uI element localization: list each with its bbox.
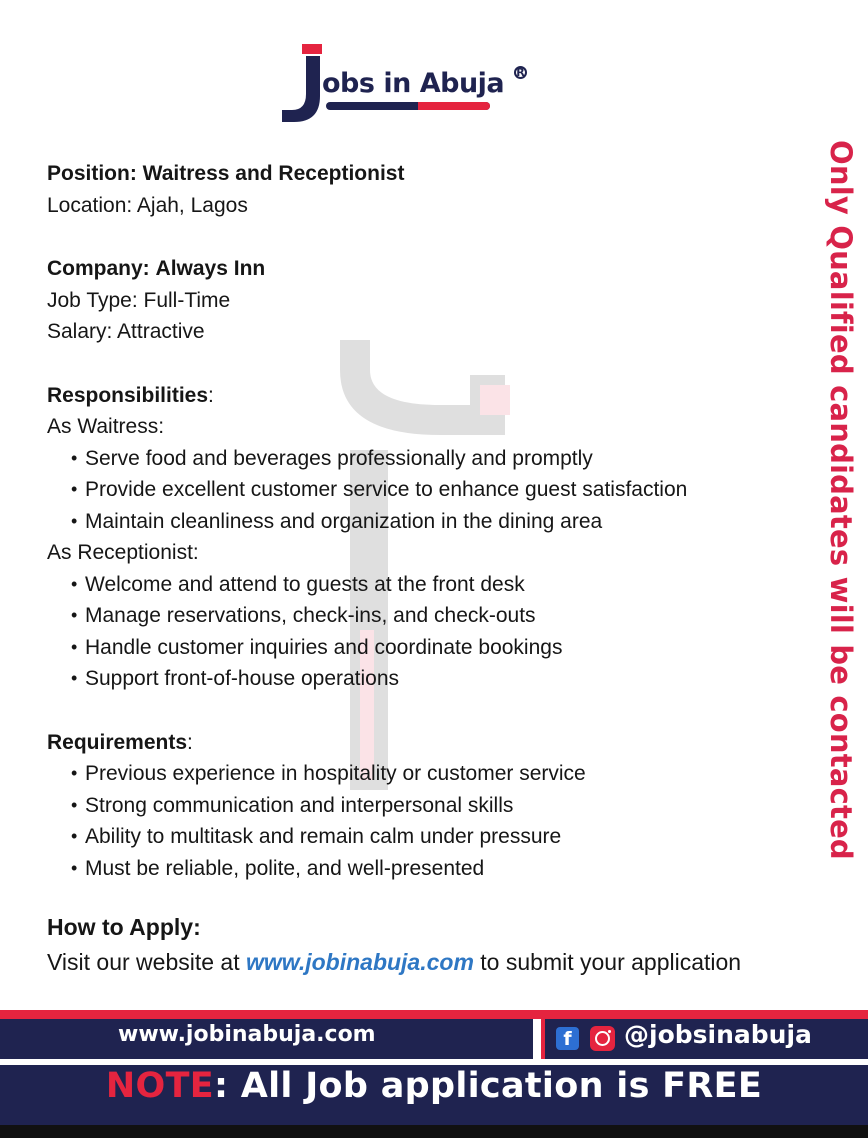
footer-divider-accent (541, 1019, 545, 1059)
note-text: : All Job application is FREE (213, 1066, 763, 1106)
how-to-apply-heading: How to Apply: (47, 914, 201, 940)
qualified-candidates-notice: Only Qualified candidates will be contacted (824, 140, 858, 860)
footer-bottom-edge (0, 1125, 868, 1138)
waitress-label: As Waitress: (47, 415, 165, 438)
instagram-icon[interactable] (590, 1026, 615, 1051)
list-item: • Support front-of-house operations (71, 663, 817, 695)
list-item: • Provide excellent customer service to enhance guest satisfaction (71, 474, 817, 506)
company-value: Always Inn (155, 257, 266, 280)
position-label: Position: (47, 162, 137, 185)
requirements-heading: Requirements: (47, 730, 193, 754)
footer-accent-bar (0, 1010, 868, 1019)
list-item: • Maintain cleanliness and organization in the dining area (71, 506, 817, 538)
receptionist-label: As Receptionist: (47, 541, 199, 564)
company-label: Company: (47, 257, 150, 280)
job-details (47, 158, 817, 980)
footer-website-link[interactable]: www.jobinabuja.com (118, 1022, 376, 1047)
registered-mark-icon: R (514, 66, 527, 79)
list-item: • Ability to multitask and remain calm under pressure (71, 821, 817, 853)
free-application-note (0, 1066, 868, 1106)
logo-brand-text: obs in Abuja (322, 68, 505, 99)
list-item: • Previous experience in hospitality or customer service (71, 758, 817, 790)
note-label: NOTE (105, 1066, 214, 1106)
list-item: • Strong communication and interpersonal skills (71, 790, 817, 822)
facebook-icon[interactable]: f (556, 1027, 579, 1050)
list-item: • Serve food and beverages professionally and promptly (71, 443, 817, 475)
list-item: • Must be reliable, polite, and well-presented (71, 853, 817, 885)
website-link[interactable]: www.jobinabuja.com (246, 948, 474, 975)
position-line (47, 158, 817, 190)
logo-underline-accent (418, 102, 490, 110)
location-line: Location: Ajah, Lagos (47, 193, 248, 217)
list-item: • Handle customer inquiries and coordinate bookings (71, 632, 817, 664)
jobs-in-abuja-logo (278, 42, 538, 132)
social-handle[interactable]: @jobsinabuja (624, 1020, 812, 1049)
list-item: • Manage reservations, check-ins, and check-outs (71, 600, 817, 632)
list-item: • Welcome and attend to guests at the front desk (71, 569, 817, 601)
requirements-list (47, 758, 817, 884)
waitress-list (47, 443, 817, 538)
apply-instructions: Visit our website at www.jobinabuja.com to submit your application (47, 948, 742, 975)
receptionist-list (47, 569, 817, 695)
responsibilities-heading: Responsibilities: (47, 383, 214, 407)
footer-divider (533, 1019, 541, 1059)
job-type-line: Job Type: Full-Time (47, 288, 231, 312)
salary-line: Salary: Attractive (47, 320, 205, 343)
company-line (47, 253, 817, 285)
position-value: Waitress and Receptionist (142, 162, 405, 185)
